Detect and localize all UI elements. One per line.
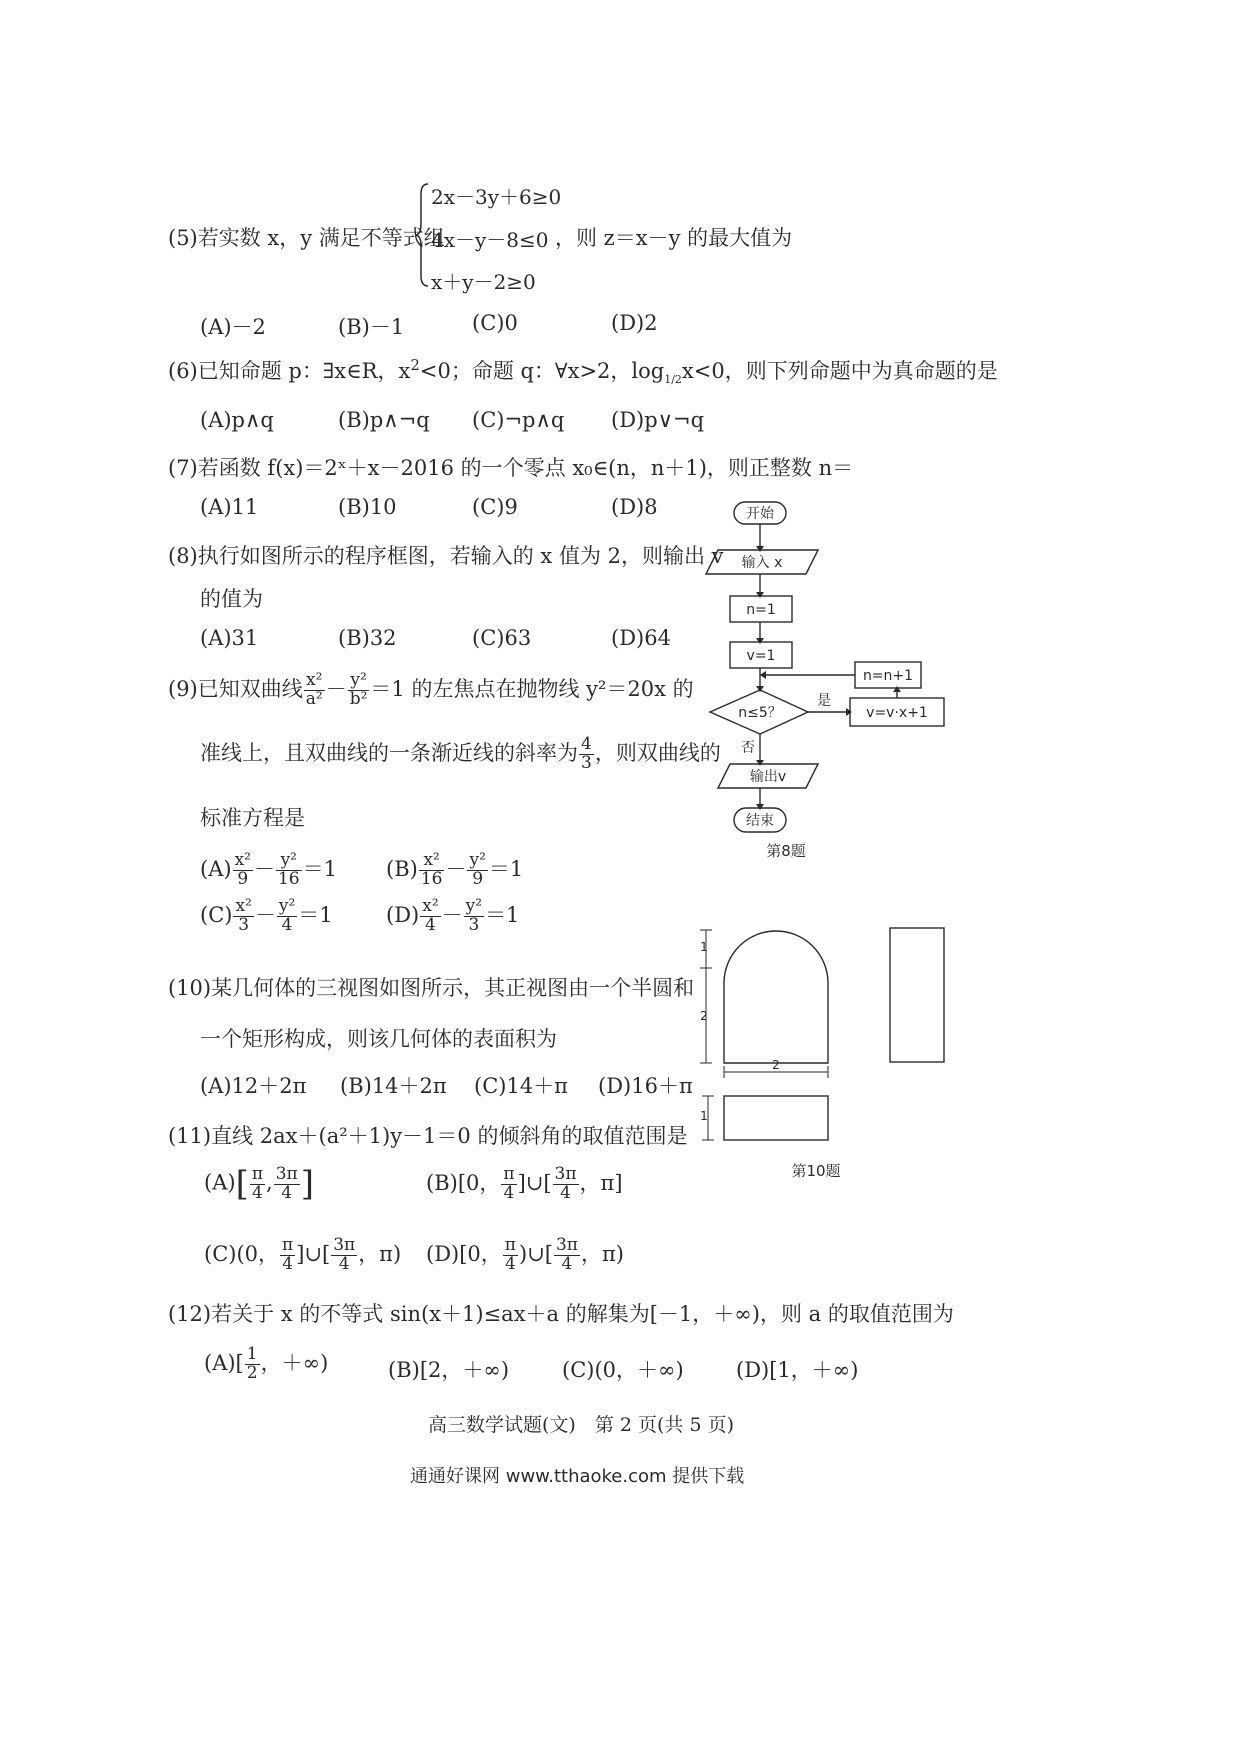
flowchart-diagram — [690, 490, 960, 870]
arrow-down-icon — [756, 546, 764, 552]
frac — [233, 898, 253, 935]
q10-option-c: (C)14＋π — [474, 1074, 568, 1098]
frac-num: 3π — [554, 1164, 577, 1184]
q9-text-a: (9)已知双曲线 — [168, 676, 303, 701]
option-label: (D)[0， — [426, 1241, 502, 1266]
frac-num: y² — [276, 852, 302, 871]
q12-option-d: (D)[1，＋∞) — [736, 1358, 859, 1382]
frac-den: 4 — [503, 1182, 515, 1203]
q9-option-a — [200, 852, 337, 889]
flow-update-n-label: n=n+1 — [862, 668, 914, 684]
frac-num: x² — [235, 896, 252, 916]
q8-option-b: (B)32 — [338, 626, 397, 650]
q12-option-c: (C)(0，＋∞) — [562, 1358, 684, 1382]
interval-end: ，＋∞) — [260, 1350, 329, 1375]
dim-left-label: 2 — [700, 1009, 708, 1023]
bracket-right-icon: ] — [300, 1164, 314, 1204]
equals: ＝1 — [485, 902, 520, 927]
q8-option-a: (A)31 — [200, 626, 259, 650]
q9-option-d — [386, 898, 519, 935]
q5-option-d: (D)2 — [611, 311, 658, 335]
frac — [250, 1163, 265, 1203]
q5-suffix: ，则 z＝x－y 的最大值为 — [555, 226, 793, 250]
frac — [233, 852, 253, 889]
q9-stem-line3: 标准方程是 — [200, 806, 305, 830]
union: ]∪[ — [296, 1241, 331, 1266]
q10-option-a: (A)12＋2π — [200, 1074, 307, 1098]
option-label: (B)[0， — [426, 1170, 501, 1195]
q9-option-c — [200, 898, 333, 935]
q11-option-d — [426, 1237, 624, 1274]
q9-stem-line2 — [200, 736, 721, 773]
frac-den: 4 — [560, 1182, 571, 1203]
frac-den: 4 — [252, 1182, 263, 1203]
option-label: (B) — [386, 856, 418, 881]
q11-stem: (11)直线 2ax＋(a²＋1)y－1＝0 的倾斜角的取值范围是 — [168, 1124, 688, 1148]
frac-num: π — [504, 1235, 516, 1255]
q6-text-b: <0；命题 q：∀x>2，log — [419, 359, 665, 383]
frac-den: 4 — [281, 914, 293, 935]
flow-update-v-label: v=v·x+1 — [866, 705, 928, 721]
option-label: (C) — [200, 902, 233, 927]
frac — [554, 1237, 580, 1274]
frac-den: 3 — [238, 914, 250, 935]
frac-den: 9 — [472, 868, 484, 889]
q9-text-b: ＝1 的左焦点在抛物线 y²＝20x 的 — [370, 676, 694, 701]
q9-frac-y — [348, 672, 370, 709]
q10-option-d: (D)16＋π — [598, 1074, 693, 1098]
equals: ＝1 — [298, 902, 333, 927]
minus: － — [445, 856, 467, 881]
interval-end: ，π) — [358, 1241, 402, 1266]
q10-option-b: (B)14＋2π — [340, 1074, 447, 1098]
q9-text-c: 准线上，且双曲线的一条渐近线的斜率为 — [200, 740, 578, 765]
frac-den: 3 — [581, 752, 592, 773]
frac-num: 4 — [581, 734, 592, 754]
q11-option-b — [426, 1166, 623, 1203]
frac-num: x² — [234, 850, 251, 870]
q8-stem-line1: (8)执行如图所示的程序框图，若输入的 x 值为 2，则输出 v — [168, 544, 724, 568]
equals: ＝1 — [302, 856, 337, 881]
frac-den: 16 — [420, 868, 443, 889]
frac — [467, 852, 487, 889]
flow-condition-label: n≤5？ — [738, 705, 782, 721]
frac-num: y² — [465, 896, 483, 916]
source-footer: 通通好课网 www.tthaoke.com 提供下载 — [410, 1466, 745, 1487]
q11-option-a: (A)[ $\frac{\pi}{4}$ , $\frac{3\pi}{4}$ ] — [204, 1163, 314, 1204]
minus: － — [254, 902, 276, 927]
q9-option-b — [386, 852, 523, 889]
frac-num: x² — [422, 896, 439, 916]
frac — [553, 1166, 579, 1203]
frac-den: 9 — [237, 868, 249, 889]
q6-text-c: x<0，则下列命题中为真命题的是 — [681, 359, 998, 383]
q8-stem-line2: 的值为 — [200, 587, 263, 611]
frac — [277, 898, 297, 935]
frac — [245, 1346, 260, 1383]
arrow-down-icon — [756, 638, 764, 644]
option-label: (C)(0， — [204, 1241, 280, 1266]
q5-stem — [168, 222, 445, 252]
frac-num: x² — [304, 672, 325, 691]
frac — [420, 898, 440, 935]
q10-stem-line1: (10)某几何体的三视图如图所示，其正视图由一个半圆和 — [168, 976, 695, 1000]
q6-stem — [168, 355, 998, 386]
threeview-caption: 第10题 — [791, 1162, 841, 1180]
flow-caption: 第8题 — [766, 842, 806, 860]
q12-stem: (12)若关于 x 的不等式 sin(x＋1)≤ax＋a 的解集为[－1，＋∞)，则 a 的取值范围为 — [168, 1302, 954, 1326]
arrow-down-icon — [756, 592, 764, 598]
arrow-left-icon — [760, 671, 766, 679]
dim-side-label: 1 — [700, 1109, 708, 1123]
q5-system-brace — [415, 180, 431, 295]
q6-option-d: (D)p∨¬q — [611, 408, 705, 432]
frac-num: 3π — [275, 1163, 298, 1184]
frac — [419, 852, 445, 889]
option-label: (A)[ — [204, 1350, 244, 1375]
frac-num: π — [503, 1164, 515, 1184]
frac — [503, 1237, 518, 1274]
q9-slope — [579, 736, 594, 773]
q9-minus: － — [325, 676, 347, 701]
q10-stem-line2: 一个矩形构成，则该几何体的表面积为 — [200, 1027, 557, 1051]
arrow-up-icon — [893, 686, 901, 692]
frac-den: 4 — [282, 1253, 294, 1274]
union: )∪[ — [518, 1241, 553, 1266]
frac-den: 4 — [281, 1182, 293, 1203]
arrow-down-icon — [756, 760, 764, 766]
frac-num: y² — [278, 896, 296, 916]
q5-ineq-3: x＋y－2≥0 — [431, 270, 536, 294]
frac-den: 3 — [468, 914, 480, 935]
flow-init-n-label: n=1 — [746, 602, 776, 618]
q5-ineq-2: 4x－y－8≤0 — [431, 228, 549, 252]
q7-option-a: (A)11 — [200, 495, 259, 519]
page-footer: 高三数学试题(文) 第 2 页(共 5 页) — [428, 1414, 734, 1436]
q5-prefix: (5)若实数 x，y 满足不等式组 — [168, 226, 445, 250]
option-label: (D) — [386, 902, 420, 927]
frac-den: 4 — [504, 1253, 516, 1274]
frac — [274, 1163, 300, 1203]
frac — [280, 1237, 295, 1274]
q6-text-a: (6)已知命题 p：∃x∈R，x — [168, 359, 411, 383]
interval-end: ，π] — [579, 1170, 623, 1195]
flow-yes-label: 是 — [817, 693, 831, 709]
q6-option-c: (C)¬p∧q — [472, 408, 565, 432]
q7-stem: (7)若函数 f(x)＝2ˣ＋x－2016 的一个零点 x₀∈(n，n＋1)，则正整数 n＝ — [168, 456, 854, 480]
option-label: (A) — [200, 856, 232, 881]
frac-num: π — [251, 1163, 264, 1184]
equals: ＝1 — [488, 856, 524, 881]
q6-log-base: 1/2 — [664, 373, 682, 387]
q5-option-c: (C)0 — [472, 311, 518, 335]
frac-den: 16 — [277, 868, 300, 889]
q5-option-b: (B)－1 — [338, 315, 405, 339]
minus: － — [441, 902, 463, 927]
frac — [331, 1237, 357, 1274]
q11-option-c — [204, 1237, 401, 1274]
top-view-rect — [724, 1096, 828, 1140]
arrow-right-icon — [846, 708, 852, 716]
q7-option-d: (D)8 — [611, 495, 658, 519]
frac-num: 3π — [555, 1235, 578, 1255]
q9-frac-x — [304, 672, 325, 709]
frac-den: 4 — [425, 914, 436, 935]
bracket-left-icon: [ — [235, 1164, 249, 1204]
q5-ineq-1: 2x－3y＋6≥0 — [431, 185, 562, 209]
q7-option-c: (C)9 — [472, 495, 518, 519]
side-view-rect — [890, 928, 944, 1062]
q6-option-a: (A)p∧q — [200, 408, 274, 432]
minus: － — [253, 856, 275, 881]
q12-option-a — [204, 1346, 328, 1383]
frac-den: 4 — [561, 1253, 573, 1274]
flow-start-label: 开始 — [746, 506, 774, 522]
flow-init-v-label: v=1 — [746, 648, 776, 664]
q12-option-b: (B)[2，＋∞) — [388, 1358, 510, 1382]
q6-sup: 2 — [410, 356, 420, 374]
frac-num: y² — [469, 850, 486, 870]
q5-option-a: (A)－2 — [200, 315, 266, 339]
arrow-down-icon — [756, 804, 764, 810]
q8-option-d: (D)64 — [611, 626, 671, 650]
frac-num: 3π — [333, 1235, 356, 1255]
q9-stem-line1 — [168, 672, 694, 709]
flow-output-label: 输出v — [749, 769, 787, 785]
q8-option-c: (C)63 — [472, 626, 532, 650]
frac-num: x² — [419, 852, 445, 871]
q7-option-b: (B)10 — [338, 495, 397, 519]
dim-bottom-label: 2 — [772, 1058, 780, 1072]
q6-option-b: (B)p∧¬q — [338, 408, 430, 432]
q9-text-d: ，则双曲线的 — [594, 740, 721, 765]
front-view-shape — [724, 931, 828, 1063]
three-view-diagram — [690, 918, 960, 1188]
frac — [464, 898, 484, 935]
frac — [276, 852, 302, 889]
flow-no-label: 否 — [741, 740, 755, 756]
frac-den: a² — [305, 688, 323, 709]
frac — [501, 1166, 516, 1203]
union: ]∪[ — [517, 1170, 552, 1195]
frac-den: 4 — [338, 1253, 350, 1274]
flow-input-label: 输入 x — [741, 555, 783, 571]
frac-num: 1 — [246, 1344, 258, 1364]
curly-brace-icon — [415, 180, 431, 290]
frac-den: b² — [349, 688, 368, 709]
option-label: (A) — [204, 1170, 236, 1195]
dim-top-label: 1 — [700, 940, 708, 954]
frac-num: y² — [348, 672, 370, 691]
interval-end: ，π) — [580, 1241, 624, 1266]
frac-num: π — [282, 1235, 294, 1255]
flow-end-label: 结束 — [746, 813, 774, 829]
frac-den: 2 — [246, 1362, 258, 1383]
